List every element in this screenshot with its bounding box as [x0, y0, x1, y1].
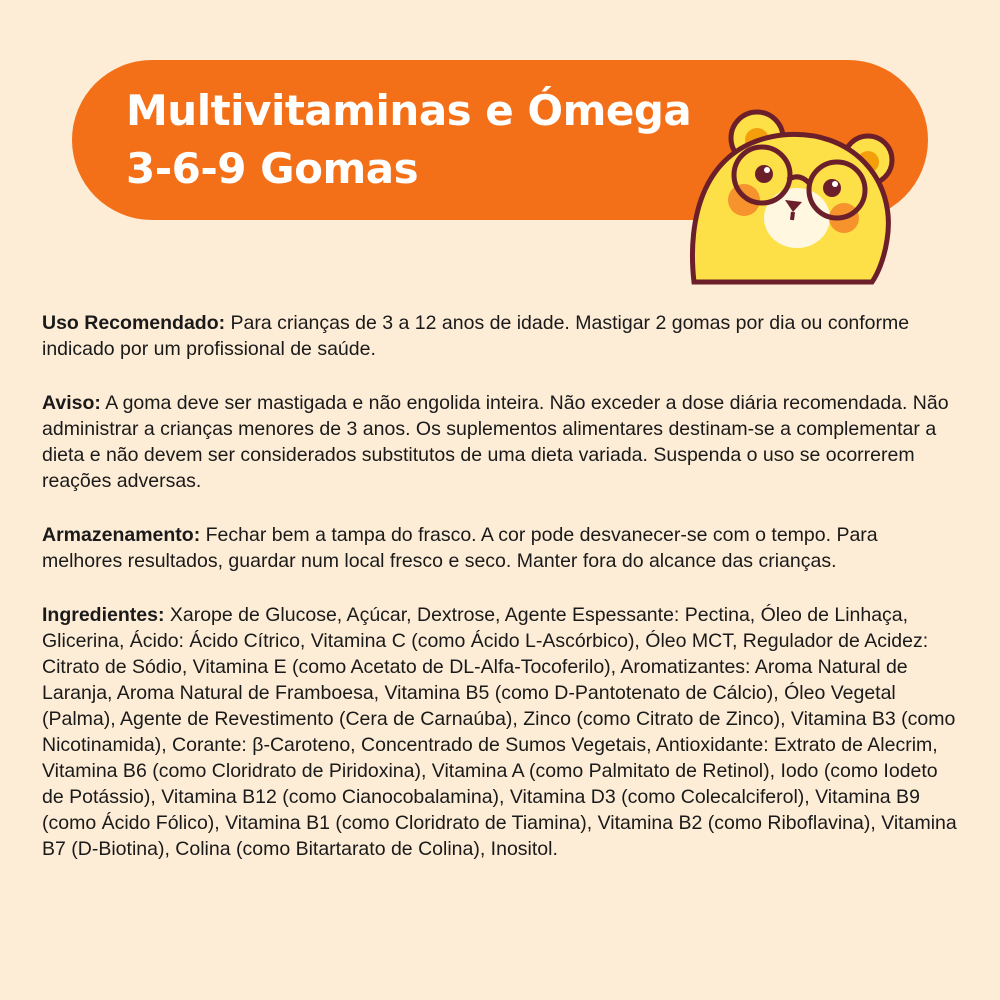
section-recommended-use [42, 310, 962, 362]
section-text: Para crianças de 3 a 12 anos de idade. Mastigar 2 gomas por dia ou conforme indicado por um profissional de saúde. [42, 312, 910, 360]
title-banner [72, 60, 928, 220]
section-text: Xarope de Glucose, Açúcar, Dextrose, Agente Espessante: Pectina, Óleo de Linhaça, Glicerina, Ácido: Ácido Cítrico, Vitamina C (como Ácido L-Ascórbico), Óleo MCT, Regulador de Acidez: Citrato de Sódio, Vitamina E (como Acetato de DL-Alfa-Tocoferilo), Aromatizantes: Aroma Natural de Laranja, Aroma Natural de Framboesa, Vitamina B5 (como D-Pantotenato de Cálcio), Óleo Vegetal (Palma), Agente de Revestimento (Cera de Carnaúba), Zinco (como Citrato de Zinco), Vitamina B3 (como Nicotinamida), Corante: β-Caroteno, Concentrado de Sumos Vegetais, Antioxidante: Extrato de Alecrim, Vitamina B6 (como Cloridrato de Piridoxina), Vitamina A (como Palmitato de Retinol), Iodo (como Iodeto de Potássio), Vitamina B12 (como Cianocobalamina), Vitamina D3 (como Colecalciferol), Vitamina B9 (como Ácido Fólico), Vitamina B1 (como Cloridrato de Tiamina), Vitamina B2 (como Riboflavina), Vitamina B7 (D-Biotina), Colina (como Bitartarato de Colina), Inositol. [42, 604, 957, 860]
section-warning [42, 390, 962, 494]
bear-with-glasses-icon [672, 90, 912, 282]
section-label: Armazenamento: [42, 524, 201, 546]
section-ingredients [42, 602, 962, 862]
section-text: Fechar bem a tampa do frasco. A cor pode desvanecer-se com o tempo. Para melhores resultados, guardar num local fresco e seco. Manter fora do alcance das crianças. [42, 524, 878, 572]
section-text: A goma deve ser mastigada e não engolida inteira. Não exceder a dose diária recomendada. Não administrar a crianças menores de 3 anos. Os suplementos alimentares destinam-se a complementar a dieta e não devem ser considerados substitutos de uma dieta variada. Suspenda o uso se ocorrerem reações adversas. [42, 392, 949, 492]
section-label: Aviso: [42, 392, 101, 414]
label-text-content [42, 310, 962, 890]
title-line-1: Multivitaminas e Ómega [126, 86, 692, 135]
section-label: Uso Recomendado: [42, 312, 226, 334]
title-line-2: 3-6-9 Gomas [126, 144, 419, 193]
section-label: Ingredientes: [42, 604, 165, 626]
section-storage [42, 522, 962, 574]
page-title [126, 82, 691, 198]
